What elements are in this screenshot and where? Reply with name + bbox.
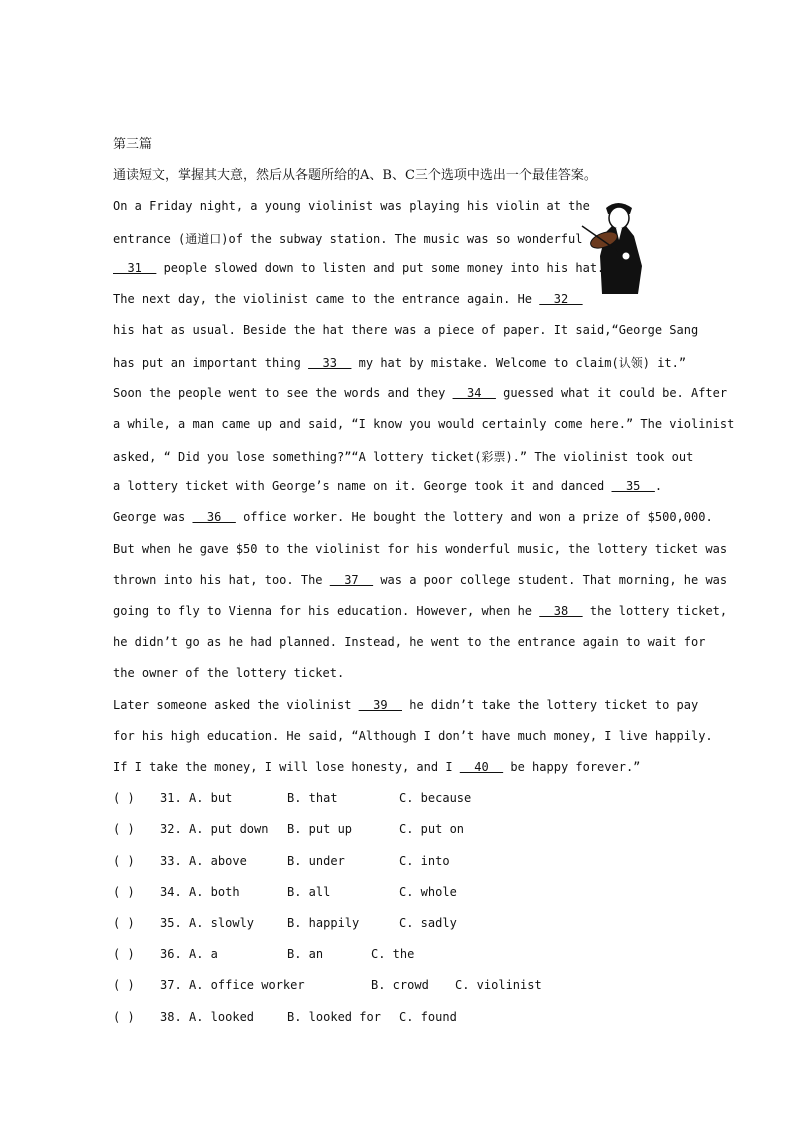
passage-line-8: a while, a man came up and said, “I know you would certainly come here.” The violinist — [113, 417, 735, 431]
passage-line-9: asked, “ Did you lose something?”“A lottery ticket(彩票).” The violinist took out — [113, 450, 694, 464]
question-number: 33. — [160, 854, 182, 868]
blank-36: 36 — [192, 510, 236, 524]
passage-line-4: The next day, the violinist came to the entrance again. He 32 — [113, 292, 583, 306]
blank-38: 38 — [539, 604, 583, 618]
passage-line-15: he didn’t go as he had planned. Instead, he went to the entrance again to wait for — [113, 635, 706, 649]
passage-line-12: But when he gave $50 to the violinist for his wonderful music, the lottery ticket was — [113, 542, 728, 556]
option-c: C. into — [399, 854, 450, 868]
answer-paren[interactable]: ( ) — [113, 1010, 135, 1024]
answer-paren[interactable]: ( ) — [113, 947, 135, 961]
passage-line-19: If I take the money, I will lose honesty, and I 40 be happy forever.” — [113, 760, 641, 774]
question-number: 36. — [160, 947, 182, 961]
option-b: B. crowd — [371, 978, 429, 992]
blank-32: 32 — [539, 292, 583, 306]
answer-paren[interactable]: ( ) — [113, 978, 135, 992]
answer-paren[interactable]: ( ) — [113, 885, 135, 899]
blank-31: 31 — [113, 261, 157, 275]
passage-line-7: Soon the people went to see the words and they 34 guessed what it could be. After — [113, 386, 728, 400]
passage-line-11: George was 36 office worker. He bought the lottery and won a prize of $500,000. — [113, 510, 713, 524]
option-b: B. put up — [287, 822, 353, 836]
question-number: 34. — [160, 885, 182, 899]
blank-35: 35 — [611, 479, 655, 493]
passage-line-18: for his high education. He said, “Although I don’t have much money, I live happily. — [113, 729, 713, 743]
answer-paren[interactable]: ( ) — [113, 822, 135, 836]
question-number: 32. — [160, 822, 182, 836]
passage-line-1: On a Friday night, a young violinist was playing his violin at the — [113, 199, 590, 213]
question-number: 37. — [160, 978, 182, 992]
passage-line-13: thrown into his hat, too. The 37 was a poor college student. That morning, he was — [113, 573, 728, 587]
question-number: 38. — [160, 1010, 182, 1024]
passage-line-16: the owner of the lottery ticket. — [113, 666, 345, 680]
answer-paren[interactable]: ( ) — [113, 791, 135, 805]
answer-paren[interactable]: ( ) — [113, 854, 135, 868]
option-c: C. found — [399, 1010, 457, 1024]
question-number: 35. — [160, 916, 182, 930]
question-number: 31. — [160, 791, 182, 805]
section-title: 第三篇 — [113, 137, 153, 152]
option-c: C. the — [371, 947, 415, 961]
option-b: B. under — [287, 854, 345, 868]
option-a: A. put down — [189, 822, 269, 836]
option-c: C. put on — [399, 822, 465, 836]
passage-line-5: his hat as usual. Beside the hat there was a piece of paper. It said,“George Sang — [113, 323, 699, 337]
option-a: A. but — [189, 791, 233, 805]
option-a: A. both — [189, 885, 240, 899]
option-c: C. sadly — [399, 916, 457, 930]
passage-line-3: 31 people slowed down to listen and put some money into his hat. — [113, 261, 605, 275]
blank-40: 40 — [459, 760, 504, 774]
option-b: B. that — [287, 791, 338, 805]
passage-line-10: a lottery ticket with George’s name on it. George took it and danced 35 . — [113, 479, 663, 493]
option-b: B. happily — [287, 916, 360, 930]
option-a: A. office worker — [189, 978, 305, 992]
option-a: A. slowly — [189, 916, 255, 930]
answer-paren[interactable]: ( ) — [113, 916, 135, 930]
option-c: C. whole — [399, 885, 457, 899]
option-a: A. a — [189, 947, 218, 961]
passage-line-14: going to fly to Vienna for his education. However, when he 38 the lottery ticket, — [113, 604, 728, 618]
option-a: A. above — [189, 854, 247, 868]
option-b: B. an — [287, 947, 324, 961]
blank-39: 39 — [358, 698, 402, 712]
passage-line-2: entrance (通道口)of the subway station. The music was so wonderful — [113, 232, 583, 246]
option-a: A. looked — [189, 1010, 255, 1024]
passage-line-17: Later someone asked the violinist 39 he didn’t take the lottery ticket to pay — [113, 698, 699, 712]
option-c: C. violinist — [455, 978, 542, 992]
instruction-text: 通读短文，掌握其大意，然后从各题所给的A、B、C三个选项中选出一个最佳答案。 — [113, 168, 597, 183]
option-c: C. because — [399, 791, 472, 805]
blank-37: 37 — [329, 573, 374, 587]
passage-line-6: has put an important thing 33 my hat by mistake. Welcome to claim(认领) it.” — [113, 356, 687, 370]
option-b: B. all — [287, 885, 331, 899]
blank-34: 34 — [452, 386, 496, 400]
option-b: B. looked for — [287, 1010, 381, 1024]
blank-33: 33 — [308, 356, 352, 370]
